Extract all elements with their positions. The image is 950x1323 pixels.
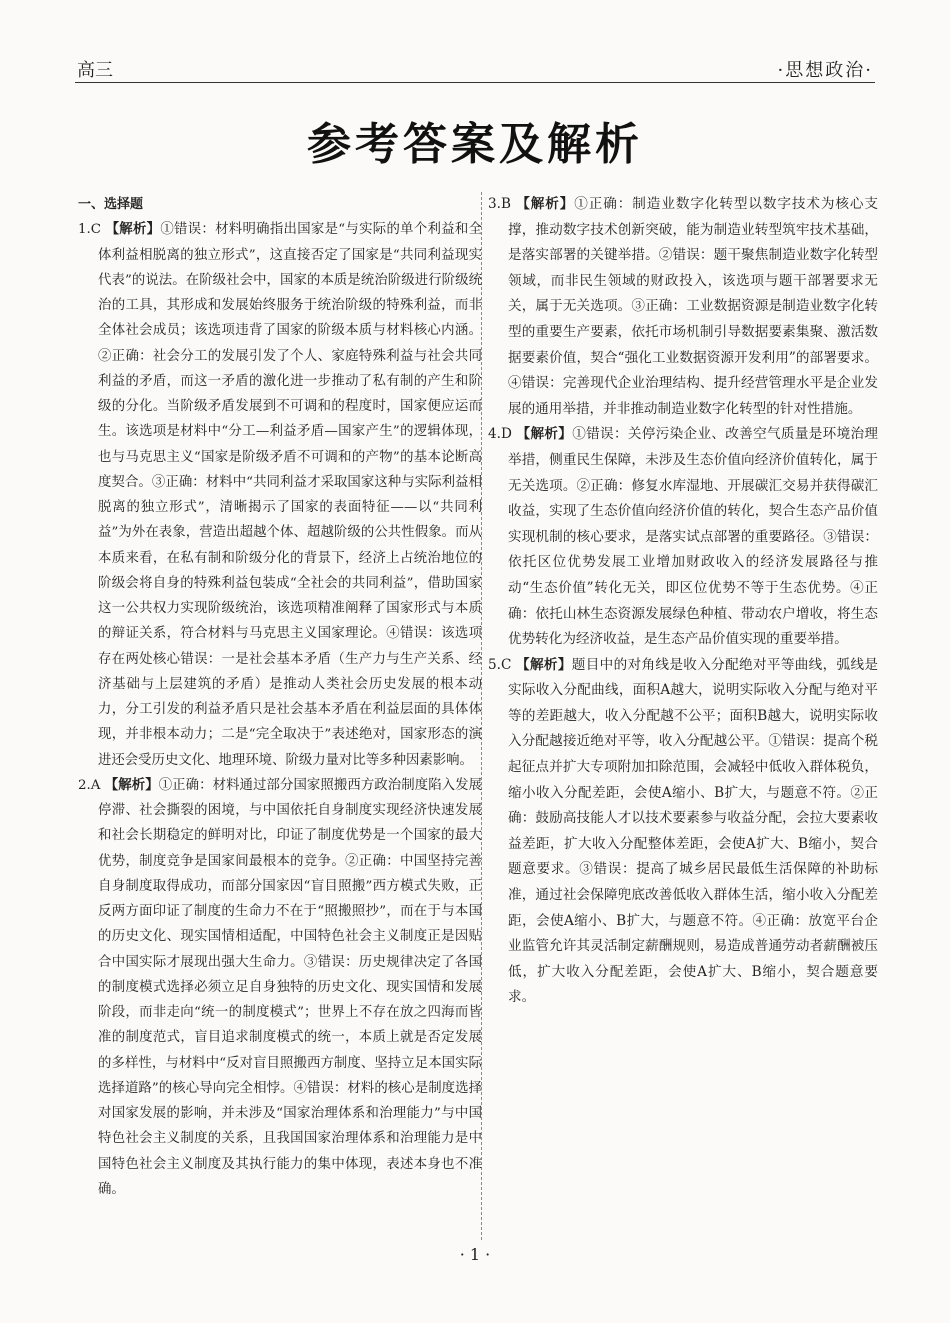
answer-number: 2.A <box>78 777 101 793</box>
answer-1 <box>78 217 482 773</box>
answer-text: ①正确：制造业数字化转型以数字技术为核心支撑，推动数字技术创新突破，能为制造业转型筑牢技术基础，是落实部署的关键举措。②错误：题干聚焦制造业数字化转型领域，而非民生领域的财政投入，该选项与题干部署要求无关，属于无关选项。③正确：工业数据资源是制造业数字化转型的重要生产要素，依托市场机制引导数据要素集聚、激活数据要素价值，契合“强化工业数据资源开发利用”的部署要求。④错误：完善现代企业治理结构、提升经营管理水平是企业发展的通用举措，并非推动制造业数字化转型的针对性措施。 <box>508 196 879 417</box>
answer-4 <box>488 422 878 652</box>
answer-text: ①正确：材料通过部分国家照搬西方政治制度陷入发展停滞、社会撕裂的困境，与中国依托自身制度实现经济快速发展和社会长期稳定的鲜明对比，印证了制度优势是一个国家的最大优势，制度竞争是国家间最根本的竞争。②正确：中国坚持完善自身制度取得成功，而部分国家因“盲目照搬”西方模式失败，正反两方面印证了制度的生命力不在于“照搬照抄”，而在于与本国的历史文化、现实国情相适配，中国特色社会主义制度正是因贴合中国实际才展现出强大生命力。③错误：历史规律决定了各国的制度模式选择必须立足自身独特的历史文化、现实国情和发展阶段，而非走向“统一的制度模式”；世界上不存在放之四海而皆准的制度范式，盲目追求制度模式的统一，本质上就是否定发展的多样性，与材料中“反对盲目照搬西方制度、坚持立足本国实际选择道路”的核心导向完全相悖。④错误：材料的核心是制度选择对国家发展的影响，并未涉及“国家治理体系和治理能力”与中国特色社会主义制度的关系，且我国国家治理体系和治理能力是中国特色社会主义制度及其执行能力的集中体现，表述本身也不准确。 <box>98 777 483 1197</box>
answer-text: ①错误：关停污染企业、改善空气质量是环境治理举措，侧重民生保障，未涉及生态价值向经济价值转化，属于无关选项。②正确：修复水库湿地、开展碳汇交易并获得碳汇收益，实现了生态价值向经济价值的转化，契合生态产品价值实现机制的核心要求，是落实试点部署的重要路径。③错误：依托区位优势发展工业增加财政收入的经济发展路径与推动“生态价值”转化无关，即区位优势不等于生态优势。④正确：依托山林生态资源发展绿色种植、带动农户增收，将生态优势转化为经济收益，是生态产品价值实现的重要举措。 <box>508 426 879 648</box>
right-column <box>488 192 878 1011</box>
answer-number: 5.C <box>488 656 512 673</box>
analysis-tag: 【解析】 <box>516 656 572 673</box>
subject-label: ·思想政治· <box>777 60 873 81</box>
answer-number: 3.B <box>488 196 511 212</box>
answer-5 <box>488 653 878 1011</box>
analysis-tag: 【解析】 <box>516 426 573 443</box>
answer-2 <box>78 773 482 1202</box>
answer-text: ①错误：材料明确指出国家是“与实际的单个利益和全体利益相脱离的独立形式”，这直接否定了国家是“共同利益现实代表”的说法。在阶级社会中，国家的本质是统治阶级进行阶级统治的工具，其形成和发展始终服务于统治阶级的特殊利益，而非全体社会成员；该选项违背了国家的阶级本质与材料核心内涵。②正确：社会分工的发展引发了个人、家庭特殊利益与社会共同利益的矛盾，而这一矛盾的激化进一步推动了私有制的产生和阶级的分化。当阶级矛盾发展到不可调和的程度时，国家便应运而生。该选项是材料中“分工—利益矛盾—国家产生”的逻辑体现，也与马克思主义“国家是阶级矛盾不可调和的产物”的基本论断高度契合。③正确：材料中“共同利益才采取国家这种与实际利益相脱离的独立形式”，清晰揭示了国家的表面特征——以“共同利益”为外在表象，营造出超越个体、超越阶级的公共性假象。而从本质来看，在私有制和阶级分化的背景下，经济上占统治地位的阶级会将自身的特殊利益包装成“全社会的共同利益”，借助国家这一公共权力实现阶级统治，该选项精准阐释了国家形式与本质的辩证关系，符合材料与马克思主义国家理论。④错误：该选项存在两处核心错误：一是社会基本矛盾（生产力与生产关系、经济基础与上层建筑的矛盾）是推动人类社会历史发展的根本动力，分工引发的利益矛盾只是社会基本矛盾在利益层面的具体体现，并非根本动力；二是“完全取决于”表述绝对，国家形态的演进还会受历史文化、地理环境、阶级力量对比等多种因素影响。 <box>98 222 482 768</box>
section-title: 一、选择题 <box>78 197 144 212</box>
answer-number: 1.C <box>78 222 102 238</box>
page-title: 参考答案及解析 <box>307 119 643 170</box>
analysis-tag: 【解析】 <box>104 777 159 793</box>
answer-text: 题目中的对角线是收入分配绝对平等曲线，弧线是实际收入分配曲线，面积A越大，说明实际收入分配与绝对平等的差距越大，收入分配越不公平；面积B越大，说明实际收入分配越接近绝对平等，收入分配越公平。①错误：提高个税起征点并扩大专项附加扣除范围，会减轻中低收入群体税负，缩小收入分配差距，会使A缩小、B扩大，与题意不符。②正确：鼓励高技能人才以技术要素参与收益分配，会拉大要素收益差距，扩大收入分配整体差距，会使A扩大、B缩小，契合题意要求。③错误：提高了城乡居民最低生活保障的补助标准，通过社会保障兜底改善低收入群体生活，缩小收入分配差距，会使A缩小、B扩大，与题意不符。④正确：放宽平台企业监管允许其灵活制定薪酬规则，易造成普通劳动者薪酬被压低，扩大收入分配差距，会使A扩大、B缩小，契合题意要求。 <box>508 656 879 1006</box>
analysis-tag: 【解析】 <box>516 196 575 212</box>
page-header <box>75 52 875 83</box>
page-number: · 1 · <box>459 1245 491 1264</box>
answer-number: 4.D <box>488 426 512 443</box>
analysis-tag: 【解析】 <box>105 222 161 238</box>
answer-3 <box>488 192 878 422</box>
grade-label: 高三 <box>77 60 113 81</box>
left-column <box>78 192 482 1202</box>
